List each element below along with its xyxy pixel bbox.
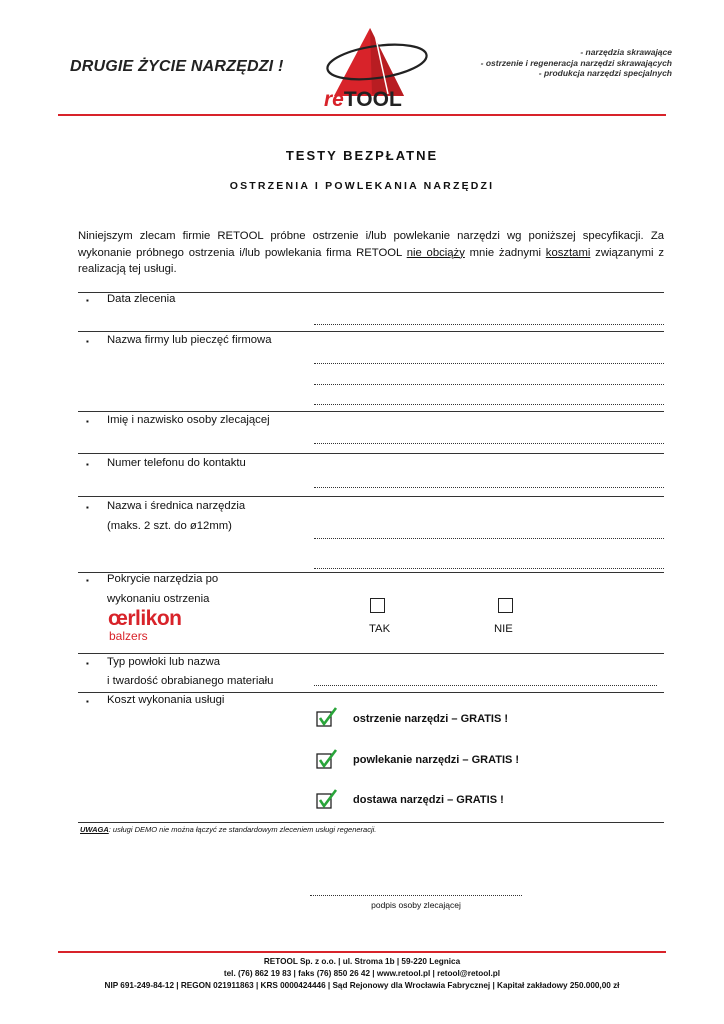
service-item: - ostrzenie i regeneracja narzędzi skrawających — [480, 57, 672, 68]
intro-text: mnie żadnymi — [464, 246, 546, 259]
cost-label: Koszt wykonania usługi — [107, 694, 225, 706]
bullet: ▪ — [86, 337, 89, 346]
checkbox-checked-icon — [316, 749, 338, 769]
bullet: ▪ — [86, 659, 89, 668]
coating-label: Pokrycie narzędzia po — [107, 573, 219, 585]
intro-text: Niniejszym zlecam firmie RETOOL próbne ostrzenie i/lub powlekanie narzędzi wg poniższej specyfikacji. Za wykonanie próbnego ostrzenia i/lub powlekania firma RETOOL — [78, 230, 664, 259]
bullet: ▪ — [86, 576, 89, 585]
coating-sublabel: wykonaniu ostrzenia — [107, 593, 210, 605]
yes-label: TAK — [369, 623, 391, 635]
oerlikon-logo: œrlikon — [108, 607, 182, 630]
phone-field[interactable] — [314, 486, 664, 488]
slogan: DRUGIE ŻYCIE NARZĘDZI ! — [70, 58, 284, 75]
company-field[interactable] — [314, 383, 664, 385]
intro-underline: kosztami — [545, 246, 591, 259]
company-field[interactable] — [314, 403, 664, 405]
header-divider — [58, 114, 666, 116]
row-divider — [78, 653, 664, 654]
footer-contact: tel. (76) 862 19 83 | faks (76) 850 26 42 | www.retool.pl | retool@retool.pl — [223, 969, 501, 978]
person-field[interactable] — [314, 442, 664, 444]
logo-tool: TOOL — [343, 88, 402, 111]
checkbox-checked-icon — [316, 789, 338, 809]
row-divider — [78, 411, 664, 412]
page-title: TESTY BEZPŁATNE — [285, 148, 439, 163]
logo-re: re — [324, 88, 344, 111]
checkbox-checked-icon — [316, 707, 338, 727]
date-field[interactable] — [314, 323, 664, 325]
tool-label: Nazwa i średnica narzędzia — [107, 500, 246, 512]
coating-type-field[interactable] — [314, 684, 657, 686]
row-divider — [78, 453, 664, 454]
note-label: UWAGA — [80, 825, 109, 834]
gratis-delivery: dostawa narzędzi – GRATIS ! — [353, 794, 504, 806]
bullet: ▪ — [86, 460, 89, 469]
no-label: NIE — [494, 623, 513, 635]
balzers-logo: balzers — [109, 629, 148, 643]
tool-field[interactable] — [314, 537, 664, 539]
coating-type-sublabel: i twardość obrabianego materiału — [107, 675, 274, 687]
service-item: - narzędzia skrawające — [580, 47, 672, 57]
row-divider — [78, 822, 664, 823]
phone-label: Numer telefonu do kontaktu — [107, 457, 246, 469]
intro-underline: nie obciąży — [406, 246, 465, 259]
footer-address: RETOOL Sp. z o.o. | ul. Stroma 1b | 59-220 Legnica — [263, 957, 461, 966]
retool-logo-text — [324, 88, 402, 112]
tool-field[interactable] — [314, 567, 664, 569]
row-divider — [78, 331, 664, 332]
no-checkbox[interactable] — [498, 598, 513, 613]
coating-type-label: Typ powłoki lub nazwa — [107, 656, 221, 668]
footer-registry: NIP 691-249-84-12 | REGON 021911863 | KRS 0000424446 | Sąd Rejonowy dla Wrocławia Fabrycznej | Kapitał zakładowy 250.000,00 zł — [104, 981, 620, 990]
bullet: ▪ — [86, 296, 89, 305]
bullet: ▪ — [86, 503, 89, 512]
date-label: Data zlecenia — [107, 293, 176, 305]
company-label: Nazwa firmy lub pieczęć firmowa — [107, 334, 272, 346]
intro-text: związanymi z realizacją tej usługi. — [78, 246, 664, 275]
services-list — [481, 47, 672, 79]
gratis-coating: powlekanie narzędzi – GRATIS ! — [353, 754, 520, 766]
note-text: : usługi DEMO nie można łączyć ze standardowym zleceniem usługi regeneracji. — [108, 825, 377, 834]
person-label: Imię i nazwisko osoby zlecającej — [107, 414, 270, 426]
bullet: ▪ — [86, 417, 89, 426]
row-divider — [78, 692, 664, 693]
tool-sublabel: (maks. 2 szt. do ø12mm) — [107, 520, 232, 532]
service-item: - produkcja narzędzi specjalnych — [538, 68, 672, 78]
company-field[interactable] — [314, 362, 664, 364]
signature-field[interactable] — [310, 895, 522, 896]
signature-label: podpis osoby zlecającej — [371, 900, 461, 910]
row-divider — [78, 496, 664, 497]
footer-divider — [58, 951, 666, 953]
note — [80, 825, 376, 834]
gratis-sharpening: ostrzenie narzędzi – GRATIS ! — [353, 713, 509, 725]
page-subtitle: OSTRZENIA I POWLEKANIA NARZĘDZI — [229, 180, 495, 192]
yes-checkbox[interactable] — [370, 598, 385, 613]
intro-paragraph — [78, 228, 664, 278]
bullet: ▪ — [86, 697, 89, 706]
